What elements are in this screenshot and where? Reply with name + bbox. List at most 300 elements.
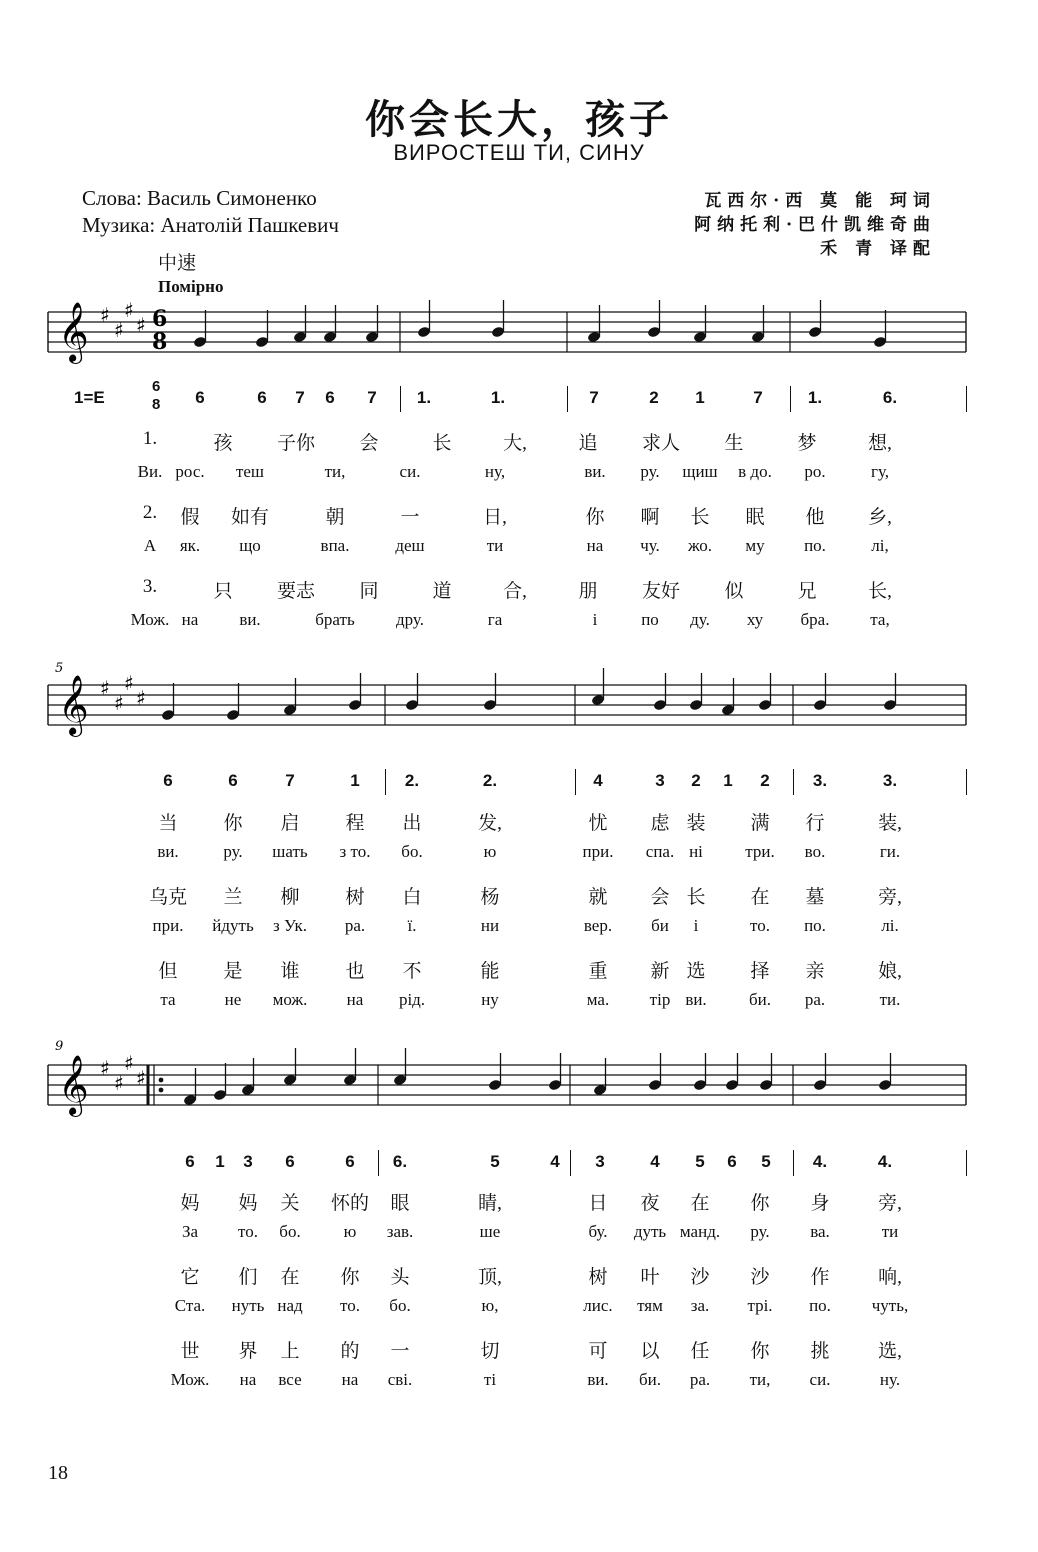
composer-credit: Музика: Анатолій Пашкевич xyxy=(82,213,339,237)
lyric-cn: 一 xyxy=(390,1341,410,1362)
measure-number-9: 9 xyxy=(55,1039,64,1054)
lyric-ua: дуть xyxy=(633,1222,667,1241)
lyric-cn: 以 xyxy=(640,1341,660,1362)
lyric-cn: 杨 xyxy=(480,887,500,908)
lyric-ua: теш xyxy=(235,462,265,481)
jianpu-note: 6. xyxy=(392,1152,408,1171)
lyric-cn: 任 xyxy=(690,1341,710,1362)
lyric-ua: жо. xyxy=(687,536,713,555)
jianpu-note: 7 xyxy=(295,388,305,407)
lyric-cn: 能 xyxy=(480,961,500,982)
lyric-ua: гу, xyxy=(870,462,890,481)
lyric-ua: з Ук. xyxy=(272,916,308,935)
lyric-ua: ви. xyxy=(157,842,179,861)
lyric-cn: 程 xyxy=(345,813,365,834)
lyric-cn: 朝 xyxy=(325,507,345,528)
lyric-ua: ну, xyxy=(484,462,506,481)
lyric-ua: лі, xyxy=(871,536,889,555)
lyric-cn: 当 xyxy=(158,813,178,834)
lyric-cn: 响, xyxy=(878,1267,902,1288)
lyric-cn: 界 xyxy=(238,1341,258,1362)
lyric-ua: нуть xyxy=(231,1296,265,1315)
lyric-cn: 友好 xyxy=(641,581,681,602)
lyric-ua: ру. xyxy=(640,462,660,481)
lyric-ua: бу. xyxy=(588,1222,608,1241)
jianpu-note: 4. xyxy=(877,1152,893,1171)
lyric-ua: як. xyxy=(179,536,201,555)
jianpu-note: 7 xyxy=(367,388,377,407)
jianpu-note: 4. xyxy=(812,1152,828,1171)
jianpu-note: 2 xyxy=(691,771,701,790)
treble-clef-icon: 𝄞 xyxy=(58,675,89,735)
lyric-cn: 梦 xyxy=(797,433,817,454)
jianpu-note: 6 xyxy=(195,388,205,407)
jianpu-note: 6. xyxy=(882,388,898,407)
lyric-ua: ро. xyxy=(804,462,826,481)
lyric-ua: в до. xyxy=(738,462,772,481)
jianpu-note: 1 xyxy=(695,388,705,407)
lyric-ua: мож. xyxy=(272,990,308,1009)
page-number: 18 xyxy=(48,1462,68,1484)
composer-credit-cn: 阿纳托利·巴什凯维奇曲 xyxy=(694,215,936,235)
lyric-cn: 怀的 xyxy=(330,1193,370,1214)
lyric-cn: 不 xyxy=(402,961,422,982)
jianpu-note: 4 xyxy=(650,1152,660,1171)
lyric-ua: во. xyxy=(804,842,826,861)
sharp-icon: ♯ xyxy=(136,686,146,710)
lyric-cn: 旁, xyxy=(878,1193,902,1214)
lyric-ua: ше xyxy=(479,1222,501,1241)
lyric-ua: бра. xyxy=(800,610,830,629)
lyric-ua: йдуть xyxy=(212,916,254,935)
sharp-icon: ♯ xyxy=(100,303,110,327)
lyric-ua: ї. xyxy=(407,916,417,935)
jianpu-note: 1 xyxy=(215,1152,225,1171)
lyric-cn: 谁 xyxy=(280,961,300,982)
sharp-icon: ♯ xyxy=(114,1071,124,1095)
jianpu-note: 7 xyxy=(285,771,295,790)
jianpu-note: 2 xyxy=(760,771,770,790)
jianpu-note: 3 xyxy=(655,771,665,790)
lyric-ua: тір xyxy=(649,990,671,1009)
lyric-ua: ти xyxy=(486,536,504,555)
lyric-cn: 如有 xyxy=(230,507,270,528)
lyric-ua: чу. xyxy=(640,536,660,555)
sharp-icon: ♯ xyxy=(124,298,134,322)
lyric-cn: 顶, xyxy=(478,1267,502,1288)
lyric-ua: над xyxy=(277,1296,303,1315)
lyric-ua: рід. xyxy=(398,990,426,1009)
lyric-cn: 忧 xyxy=(588,813,608,834)
lyric-ua: си. xyxy=(809,1370,831,1389)
lyric-ua: ду. xyxy=(690,610,710,629)
lyric-ua: на xyxy=(341,1370,359,1389)
time-signature-top: 6 xyxy=(152,306,168,332)
jianpu-note: 6 xyxy=(325,388,335,407)
lyric-ua: лі. xyxy=(881,916,899,935)
jianpu-bar-line xyxy=(793,1150,794,1176)
lyric-ua: Ви. xyxy=(137,462,163,481)
lyric-ua: ю xyxy=(343,1222,357,1241)
lyric-ua: зав. xyxy=(386,1222,414,1241)
lyric-cn: 追 xyxy=(578,433,598,454)
sharp-icon: ♯ xyxy=(100,676,110,700)
jianpu-note: 6 xyxy=(228,771,238,790)
lyric-cn: 的 xyxy=(340,1341,360,1362)
lyric-cn: 就 xyxy=(588,887,608,908)
lyric-cn: 他 xyxy=(805,507,825,528)
lyric-cn: 你 xyxy=(223,813,243,834)
lyric-cn: 眠 xyxy=(745,507,765,528)
numbered-time-bottom: 8 xyxy=(152,396,161,413)
lyric-cn: 上 xyxy=(280,1341,300,1362)
lyric-cn: 选, xyxy=(878,1341,902,1362)
lyric-cn: 孩 xyxy=(213,433,233,454)
jianpu-note: 7 xyxy=(589,388,599,407)
sharp-icon: ♯ xyxy=(114,318,124,342)
lyric-ua: трі. xyxy=(747,1296,773,1315)
lyric-ua: ти, xyxy=(749,1370,771,1389)
jianpu-note: 2 xyxy=(649,388,659,407)
jianpu-note: 7 xyxy=(753,388,763,407)
lyric-cn: 墓 xyxy=(805,887,825,908)
song-subtitle: ВИРОСТЕШ ТИ, СИНУ xyxy=(393,140,645,165)
lyric-ua: вер. xyxy=(583,916,613,935)
lyric-ua: і xyxy=(592,610,598,629)
song-title: 你会长大，孩子 xyxy=(365,96,673,143)
lyric-cn: 虑 xyxy=(650,813,670,834)
jianpu-note: 5 xyxy=(761,1152,771,1171)
lyric-cn: 一 xyxy=(400,507,420,528)
jianpu-bar-line xyxy=(575,769,576,795)
lyric-ua: чуть, xyxy=(871,1296,909,1315)
jianpu-note: 2. xyxy=(404,771,420,790)
lyric-ua: та, xyxy=(870,610,890,629)
lyric-ua: то. xyxy=(340,1296,360,1315)
lyric-ua: по. xyxy=(804,916,826,935)
lyric-cn: 假 xyxy=(180,507,200,528)
key-label: 1=E xyxy=(74,388,105,407)
lyric-cn: 旁, xyxy=(878,887,902,908)
lyric-ua: сві. xyxy=(387,1370,413,1389)
jianpu-note: 1. xyxy=(807,388,823,407)
lyric-cn: 啊 xyxy=(640,507,660,528)
lyric-ua: і xyxy=(693,916,699,935)
jianpu-note: 4 xyxy=(550,1152,560,1171)
lyric-cn: 夜 xyxy=(640,1193,660,1214)
lyric-cn: 同 xyxy=(359,581,379,602)
jianpu-note: 1 xyxy=(350,771,360,790)
lyric-cn: 作 xyxy=(810,1267,830,1288)
lyric-ua: по. xyxy=(804,536,826,555)
lyric-ua: бо. xyxy=(279,1222,301,1241)
lyric-ua: Мож. xyxy=(130,610,170,629)
lyric-ua: си. xyxy=(399,462,421,481)
jianpu-end-bar xyxy=(966,386,967,412)
lyricist-credit: Слова: Василь Симоненко xyxy=(82,186,317,210)
lyric-ua: що xyxy=(239,536,261,555)
jianpu-note: 6 xyxy=(257,388,267,407)
lyric-ua: ва. xyxy=(810,1222,830,1241)
lyric-cn: 是 xyxy=(223,961,243,982)
lyric-cn: 头 xyxy=(390,1267,410,1288)
lyric-ua: ну. xyxy=(879,1370,901,1389)
lyric-ua: по xyxy=(641,610,659,629)
lyric-ua: брать xyxy=(315,610,355,629)
lyric-cn: 大, xyxy=(503,433,527,454)
lyric-ua: на xyxy=(346,990,364,1009)
jianpu-note: 6 xyxy=(185,1152,195,1171)
lyric-ua: та xyxy=(160,990,176,1009)
lyric-cn: 只 xyxy=(213,581,233,602)
sharp-icon: ♯ xyxy=(136,1066,146,1090)
jianpu-note: 6 xyxy=(163,771,173,790)
repeat-dot xyxy=(159,1078,164,1083)
lyric-cn: 切 xyxy=(480,1341,500,1362)
jianpu-note: 3. xyxy=(812,771,828,790)
lyric-cn: 新 xyxy=(650,961,670,982)
lyric-cn: 兄 xyxy=(797,581,817,602)
lyric-cn: 亲 xyxy=(805,961,825,982)
tempo-marking-ua: Помірно xyxy=(158,277,224,296)
jianpu-bar-line xyxy=(400,386,401,412)
lyric-cn: 妈 xyxy=(180,1193,200,1214)
jianpu-note: 4 xyxy=(593,771,603,790)
lyric-ua: при. xyxy=(152,916,184,935)
lyric-ua: ма. xyxy=(586,990,610,1009)
lyric-ua: му xyxy=(745,536,765,555)
jianpu-end-bar xyxy=(966,1150,967,1176)
lyric-ua: А xyxy=(143,536,157,555)
lyric-cn: 沙 xyxy=(750,1267,770,1288)
lyric-ua: ви. xyxy=(685,990,707,1009)
lyric-ua: по. xyxy=(809,1296,831,1315)
lyric-cn: 你 xyxy=(750,1193,770,1214)
lyric-cn: 道 xyxy=(432,581,452,602)
lyric-cn: 要志 xyxy=(276,581,316,602)
lyric-ua: ру. xyxy=(750,1222,770,1241)
lyric-cn: 在 xyxy=(750,887,770,908)
sharp-icon: ♯ xyxy=(136,313,146,337)
lyric-cn: 它 xyxy=(180,1267,200,1288)
lyric-ua: ви. xyxy=(239,610,261,629)
lyric-ua: ти, xyxy=(324,462,346,481)
lyric-cn: 也 xyxy=(345,961,365,982)
lyric-cn: 2. xyxy=(142,502,158,523)
lyric-cn: 眼 xyxy=(390,1193,410,1214)
lyric-ua: ну xyxy=(481,990,499,1009)
lyric-cn: 叶 xyxy=(640,1267,660,1288)
lyric-cn: 兰 xyxy=(223,887,243,908)
lyric-cn: 世 xyxy=(180,1341,200,1362)
lyric-ua: ти xyxy=(881,1222,899,1241)
lyric-cn: 们 xyxy=(238,1267,258,1288)
jianpu-bar-line xyxy=(790,386,791,412)
lyric-ua: ху xyxy=(746,610,764,629)
lyric-cn: 但 xyxy=(158,961,178,982)
lyric-cn: 满 xyxy=(750,813,770,834)
lyric-ua: рос. xyxy=(175,462,205,481)
lyric-cn: 重 xyxy=(588,961,608,982)
lyric-ua: при. xyxy=(582,842,614,861)
lyric-cn: 长, xyxy=(868,581,892,602)
lyric-cn: 在 xyxy=(280,1267,300,1288)
lyric-cn: 出 xyxy=(402,813,422,834)
lyric-cn: 日, xyxy=(483,507,507,528)
lyric-ua: щиш xyxy=(682,462,718,481)
lyric-ua: ру. xyxy=(223,842,243,861)
lyric-ua: ра. xyxy=(689,1370,711,1389)
lyric-cn: 装 xyxy=(686,813,706,834)
lyric-ua: дру. xyxy=(396,610,424,629)
lyric-ua: За xyxy=(181,1222,199,1241)
lyric-ua: лис. xyxy=(583,1296,613,1315)
lyric-ua: шать xyxy=(272,842,308,861)
lyric-ua: тям xyxy=(637,1296,663,1315)
jianpu-note: 3. xyxy=(882,771,898,790)
lyric-cn: 柳 xyxy=(280,887,300,908)
lyric-cn: 生 xyxy=(724,433,744,454)
lyric-cn: 沙 xyxy=(690,1267,710,1288)
lyric-cn: 长 xyxy=(432,433,452,454)
jianpu-note: 6 xyxy=(727,1152,737,1171)
lyric-cn: 在 xyxy=(690,1193,710,1214)
jianpu-bar-line xyxy=(570,1150,571,1176)
jianpu-bar-line xyxy=(567,386,568,412)
lyric-cn: 选 xyxy=(686,961,706,982)
lyric-ua: впа. xyxy=(320,536,350,555)
jianpu-note: 5 xyxy=(695,1152,705,1171)
lyric-cn: 树 xyxy=(588,1267,608,1288)
lyric-ua: ви. xyxy=(584,462,606,481)
treble-clef-icon: 𝄞 xyxy=(58,302,89,362)
lyric-ua: ті xyxy=(483,1370,497,1389)
lyric-ua: би xyxy=(651,916,669,935)
lyric-ua: ни xyxy=(480,916,500,935)
jianpu-note: 3 xyxy=(243,1152,253,1171)
lyric-cn: 想, xyxy=(868,433,892,454)
lyric-ua: ви. xyxy=(587,1370,609,1389)
lyricist-credit-cn: 瓦西尔·西 莫 能 珂词 xyxy=(704,191,936,211)
lyric-ua: ти. xyxy=(879,990,901,1009)
jianpu-end-bar xyxy=(966,769,967,795)
lyric-cn: 朋 xyxy=(578,581,598,602)
lyric-ua: Мож. xyxy=(170,1370,210,1389)
sharp-icon: ♯ xyxy=(124,671,134,695)
lyric-cn: 发, xyxy=(478,813,502,834)
lyric-ua: то. xyxy=(238,1222,258,1241)
lyric-cn: 会 xyxy=(650,887,670,908)
lyric-ua: все xyxy=(278,1370,302,1389)
lyric-cn: 装, xyxy=(878,813,902,834)
lyric-cn: 启 xyxy=(280,813,300,834)
lyric-ua: три. xyxy=(745,842,775,861)
lyric-ua: бо. xyxy=(389,1296,411,1315)
lyric-cn: 你 xyxy=(340,1267,360,1288)
lyric-ua: ги. xyxy=(879,842,901,861)
jianpu-note: 5 xyxy=(490,1152,500,1171)
lyric-cn: 乡, xyxy=(868,507,892,528)
lyric-ua: ю xyxy=(483,842,497,861)
lyric-cn: 长 xyxy=(690,507,710,528)
lyric-ua: за. xyxy=(690,1296,710,1315)
lyric-ua: би. xyxy=(639,1370,661,1389)
lyric-cn: 求人 xyxy=(641,433,681,454)
jianpu-note: 6 xyxy=(285,1152,295,1171)
lyric-ua: ю, xyxy=(481,1296,499,1315)
lyric-cn: 树 xyxy=(345,887,365,908)
jianpu-note: 6 xyxy=(345,1152,355,1171)
lyric-cn: 择 xyxy=(750,961,770,982)
time-signature-bottom: 8 xyxy=(152,329,168,355)
lyric-cn: 可 xyxy=(588,1341,608,1362)
lyric-cn: 行 xyxy=(805,813,825,834)
lyric-ua: спа. xyxy=(645,842,675,861)
lyric-cn: 合, xyxy=(503,581,527,602)
jianpu-note: 2. xyxy=(482,771,498,790)
lyric-cn: 子你 xyxy=(276,433,316,454)
numbered-time-top: 6 xyxy=(152,378,161,395)
jianpu-note: 3 xyxy=(595,1152,605,1171)
measure-number-5: 5 xyxy=(55,661,64,676)
treble-clef-icon: 𝄞 xyxy=(58,1055,89,1115)
sharp-icon: ♯ xyxy=(100,1056,110,1080)
jianpu-bar-line xyxy=(385,769,386,795)
lyric-ua: Ста. xyxy=(174,1296,206,1315)
lyric-ua: ра. xyxy=(804,990,826,1009)
tempo-marking-cn: 中速 xyxy=(158,252,197,274)
jianpu-bar-line xyxy=(378,1150,379,1176)
lyric-cn: 日 xyxy=(588,1193,608,1214)
lyric-cn: 妈 xyxy=(238,1193,258,1214)
jianpu-bar-line xyxy=(793,769,794,795)
lyric-ua: бо. xyxy=(401,842,423,861)
lyric-ua: га xyxy=(487,610,503,629)
jianpu-note: 1. xyxy=(416,388,432,407)
lyric-ua: би. xyxy=(749,990,771,1009)
lyric-cn: 白 xyxy=(402,887,422,908)
jianpu-note: 1 xyxy=(723,771,733,790)
lyric-cn: 3. xyxy=(142,576,158,597)
lyric-ua: манд. xyxy=(679,1222,721,1241)
lyric-cn: 你 xyxy=(750,1341,770,1362)
translator-credit-cn: 禾 青 译配 xyxy=(820,239,936,259)
lyric-cn: 睛, xyxy=(478,1193,502,1214)
lyric-ua: ні xyxy=(689,842,703,861)
lyric-ua: на xyxy=(181,610,199,629)
lyric-cn: 似 xyxy=(724,581,744,602)
lyric-cn: 1. xyxy=(142,428,158,449)
repeat-dot xyxy=(159,1088,164,1093)
sharp-icon: ♯ xyxy=(114,691,124,715)
lyric-cn: 乌克 xyxy=(148,887,188,908)
lyric-ua: деш xyxy=(395,536,425,555)
lyric-cn: 长 xyxy=(686,887,706,908)
lyric-ua: не xyxy=(224,990,242,1009)
lyric-ua: на xyxy=(239,1370,257,1389)
lyric-ua: то. xyxy=(750,916,770,935)
lyric-ua: з то. xyxy=(339,842,371,861)
lyric-cn: 关 xyxy=(280,1193,300,1214)
jianpu-note: 1. xyxy=(490,388,506,407)
lyric-cn: 会 xyxy=(359,433,379,454)
lyric-cn: 身 xyxy=(810,1193,830,1214)
sharp-icon: ♯ xyxy=(124,1051,134,1075)
lyric-ua: на xyxy=(586,536,604,555)
lyric-ua: ра. xyxy=(344,916,366,935)
lyric-cn: 娘, xyxy=(878,961,902,982)
lyric-cn: 挑 xyxy=(810,1341,830,1362)
